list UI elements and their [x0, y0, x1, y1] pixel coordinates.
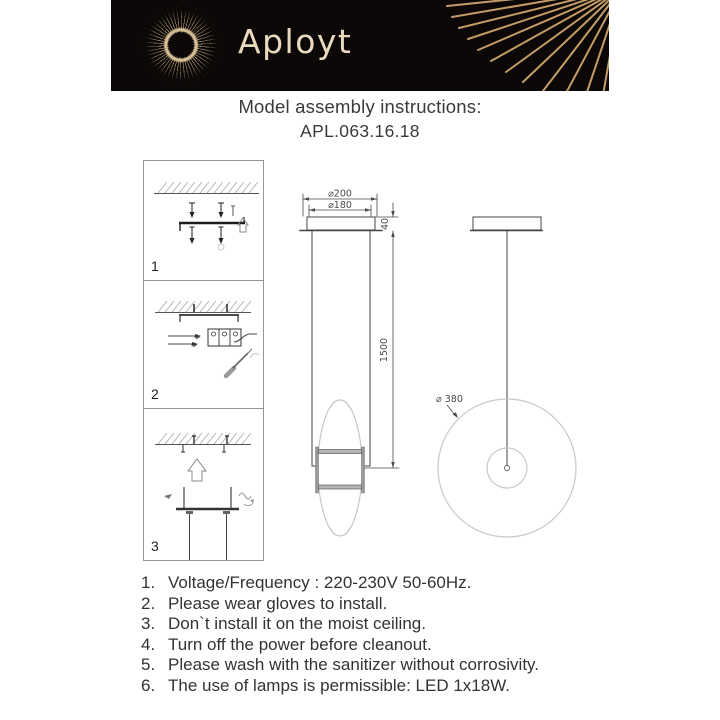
- brand-name: Aployt: [238, 22, 353, 61]
- front-view-drawing: [300, 189, 399, 537]
- instruction-item: [141, 614, 539, 635]
- dim-outer-diameter-label: ⌀200: [328, 188, 352, 200]
- brand-banner: [111, 0, 609, 91]
- assembly-step-1-box: [143, 160, 264, 281]
- disc-holder-frame: [316, 447, 365, 493]
- instruction-list: [141, 573, 539, 696]
- page-title: Model assembly instructions:: [238, 96, 482, 117]
- instruction-text: Voltage/Frequency : 220-230V 50-60Hz.: [168, 573, 472, 592]
- canopy-front: [307, 217, 375, 230]
- instruction-number: 6.: [141, 675, 156, 695]
- banner-rays-decoration-icon: [434, 0, 609, 91]
- instruction-item: [141, 655, 539, 676]
- step-number: 2: [151, 386, 159, 402]
- instruction-number: 5.: [141, 655, 156, 674]
- instruction-text: Don`t install it on the moist ceiling.: [168, 614, 426, 633]
- dim-suspension-length-label: 1500: [379, 337, 390, 363]
- step-number: 3: [151, 538, 159, 554]
- title-block: [0, 96, 720, 142]
- instruction-item: [141, 594, 539, 615]
- model-number: APL.063.16.18: [300, 121, 420, 141]
- dim-canopy-height-label: 40: [380, 217, 391, 231]
- instruction-number: 3.: [141, 614, 156, 633]
- instruction-text: Please wash with the sanitizer without corrosivity.: [168, 655, 540, 674]
- step-number: 1: [151, 258, 159, 274]
- aployt-starburst-logo-icon: [143, 7, 219, 83]
- canopy-top-view: [473, 217, 541, 230]
- instruction-number: 1.: [141, 573, 156, 592]
- disc-hub-outline: [487, 448, 527, 488]
- instruction-item: [141, 573, 539, 594]
- top-view-drawing: [436, 217, 576, 537]
- instruction-text: Turn off the power before cleanout.: [168, 634, 432, 654]
- instruction-text: The use of lamps is permissible: LED 1x18W.: [168, 675, 511, 695]
- dim-disc-diameter-label: ⌀ 380: [436, 394, 463, 405]
- instruction-number: 2.: [141, 593, 156, 613]
- dim-inner-diameter-label: ⌀180: [328, 200, 352, 211]
- disc-outline: [438, 399, 576, 537]
- instruction-item: [141, 635, 539, 656]
- disc-diffuser-side: [318, 400, 362, 536]
- instruction-text: Please wear gloves to install.: [168, 593, 388, 613]
- instruction-number: 4.: [141, 634, 156, 654]
- assembly-step-3-box: [143, 408, 264, 561]
- assembly-step-2-box: [143, 280, 264, 409]
- instruction-item: [141, 676, 539, 697]
